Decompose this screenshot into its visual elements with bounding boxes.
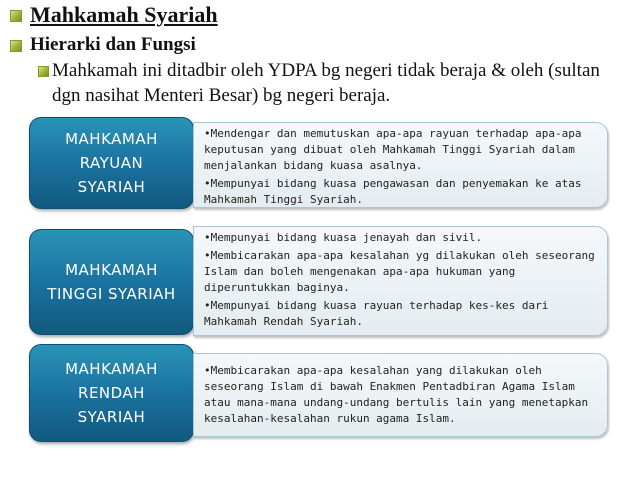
level-name-line: RENDAH [78,384,145,402]
level-tinggi-label-box [29,229,194,335]
level-name-line: MAHKAMAH [65,130,158,148]
level-name-line: MAHKAMAH [65,261,158,279]
level-point: •Mempunyai bidang kuasa rayuan terhadap kes-kes dari Mahkamah Rendah Syariah. [204,299,549,328]
level-point: •Membicarakan apa-apa kesalahan yg dilakukan oleh seseorang Islam dan boleh mengenakan apa-apa hukuman yang diperuntukkan baginya. [204,249,595,294]
level-name-line: SYARIAH [77,178,146,196]
level-name-line: SYARIAH [77,408,146,426]
subpoint-bullet [38,66,49,77]
level-rayuan-description-box [193,122,608,208]
level-rendah-description-box [193,353,608,437]
level-rayuan-label-box [29,117,194,209]
level-point: •Membicarakan apa-apa kesalahan yang dilakukan oleh seseorang Islam di bawah Enakmen Pentadbiran Agama Islam atau mana-mana undang-undang bertulis lain yang menetapkan kesalahan-kesalahan rukun agama Islam. [204,364,589,425]
section-subtitle: Hierarki dan Fungsi [30,34,196,55]
level-point: •Mempunyai bidang kuasa pengawasan dan penyemakan ke atas Mahkamah Tinggi Syariah. [204,177,582,206]
level-name-line: MAHKAMAH [65,360,158,378]
page-title: Mahkamah Syariah [30,2,218,27]
level-name-line: TINGGI SYARIAH [47,285,176,303]
subpoint-text: Mahkamah ini ditadbir oleh YDPA bg negeri tidak beraja & oleh (sultan dgn nasihat Menteri Besar) bg negeri beraja. [52,60,600,106]
level-point: •Mendengar dan memutuskan apa-apa rayuan terhadap apa-apa keputusan yang dibuat oleh Mahkamah Tinggi Syariah dalam menjalankan bidang kuasa asalnya. [204,127,582,172]
subtitle-bullet [10,40,22,52]
level-rendah-label-box [29,344,194,442]
level-name-line: RAYUAN [79,154,144,172]
level-point: •Mempunyai bidang kuasa jenayah dan sivil. [204,231,483,244]
title-bullet [10,10,22,22]
level-tinggi-description-box [193,226,608,336]
